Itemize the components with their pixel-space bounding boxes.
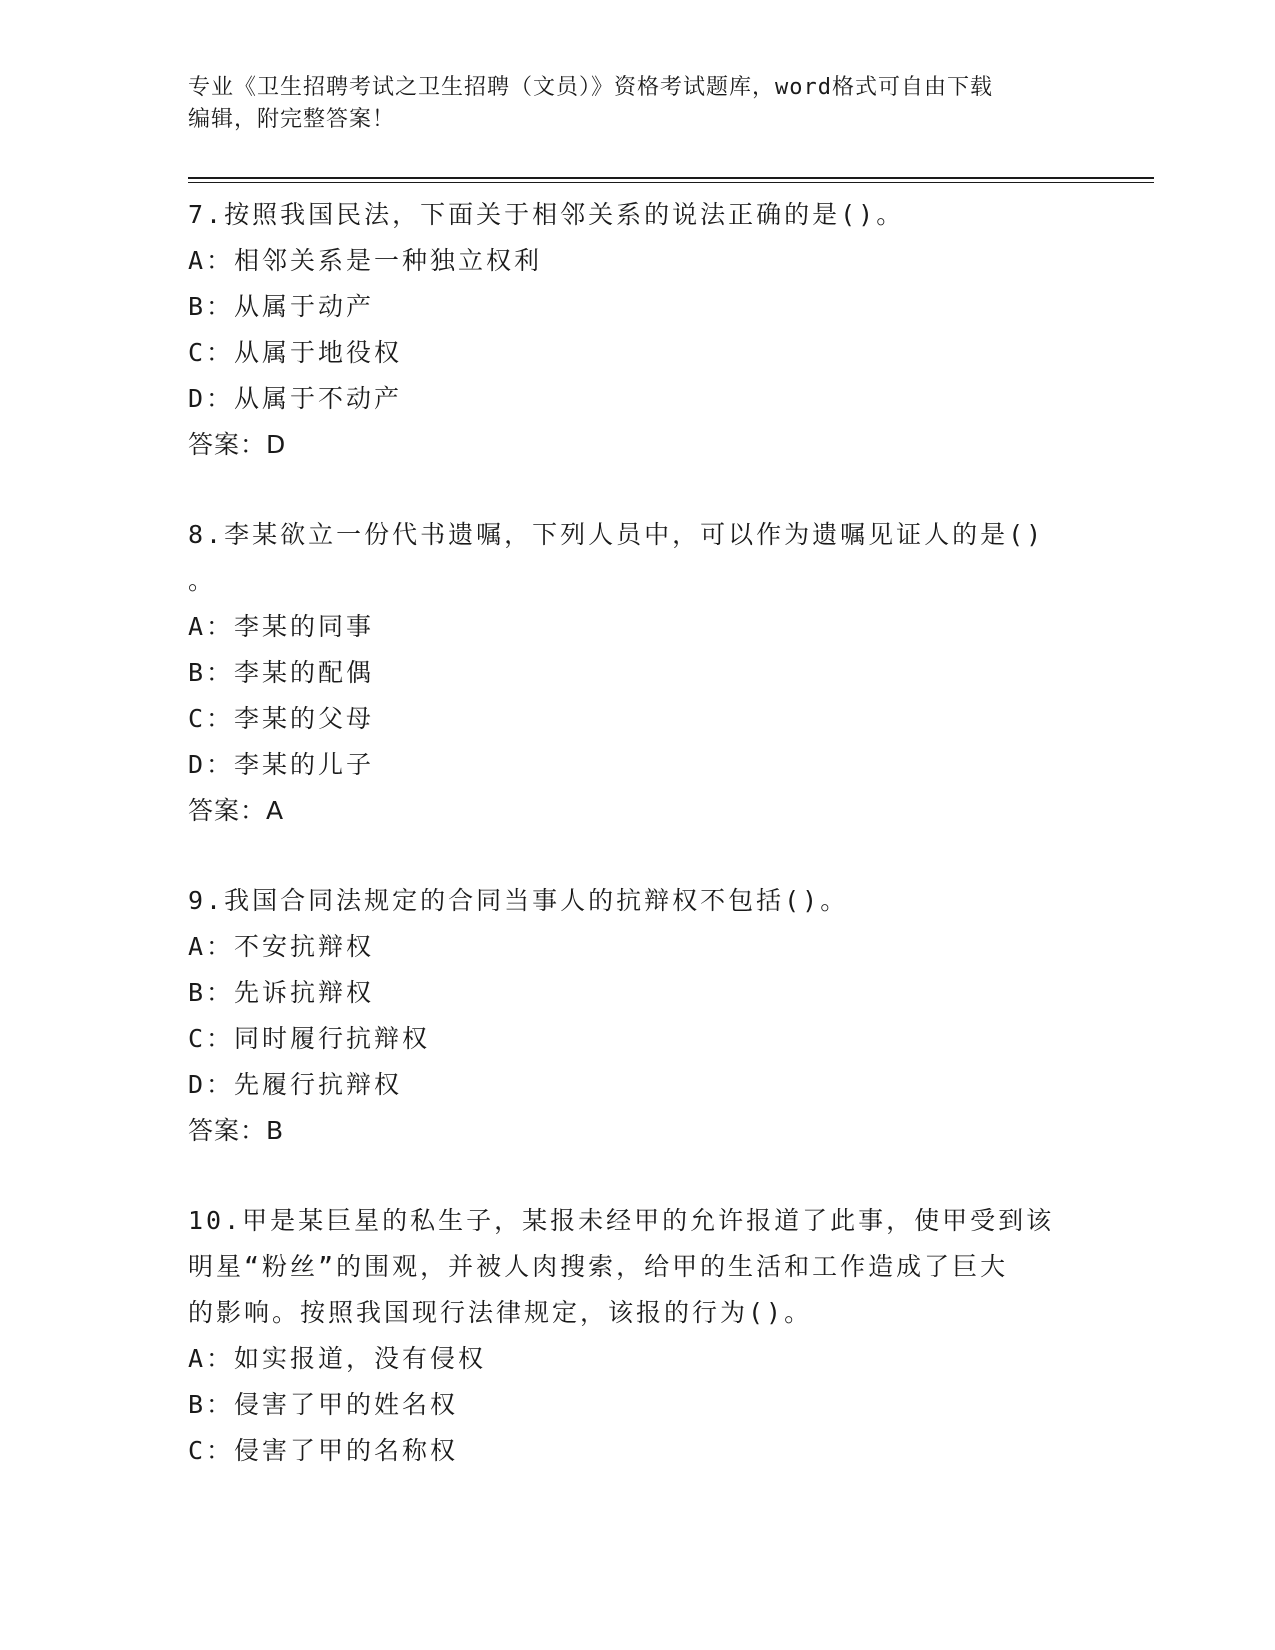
question-10 [188, 1198, 1088, 1474]
header-divider-thin [188, 182, 1154, 183]
document-header [188, 72, 1068, 136]
question-stem: 9.我国合同法规定的合同当事人的抗辩权不包括()。 [188, 886, 849, 915]
option-a: A：相邻关系是一种独立权利 [188, 246, 543, 275]
option-b: B：李某的配偶 [188, 658, 375, 687]
option-b: B：先诉抗辩权 [188, 978, 375, 1007]
option-c: C：同时履行抗辩权 [188, 1024, 431, 1053]
question-9 [188, 878, 1088, 1154]
question-8 [188, 512, 1088, 834]
option-a: A：不安抗辩权 [188, 932, 375, 961]
answer: 答案：B [188, 1116, 285, 1145]
question-stem-line-3: 的影响。按照我国现行法律规定，该报的行为()。 [188, 1298, 813, 1327]
header-line-2: 编辑，附完整答案！ [188, 107, 396, 132]
answer: 答案：A [188, 796, 285, 825]
option-d: D：李某的儿子 [188, 750, 375, 779]
question-stem: 7.按照我国民法，下面关于相邻关系的说法正确的是()。 [188, 200, 905, 229]
question-stem-continuation: 。 [188, 566, 217, 595]
option-c: C：侵害了甲的名称权 [188, 1436, 459, 1465]
option-d: D：从属于不动产 [188, 384, 403, 413]
answer: 答案：D [188, 430, 287, 459]
question-stem-line-2: 明星“粉丝”的围观，并被人肉搜索，给甲的生活和工作造成了巨大 [188, 1252, 1009, 1281]
option-b: B：从属于动产 [188, 292, 375, 321]
option-a: A：如实报道，没有侵权 [188, 1344, 487, 1373]
question-list [188, 192, 1088, 1518]
header-line-1: 专业《卫生招聘考试之卫生招聘（文员）》资格考试题库，word格式可自由下载 [188, 75, 993, 100]
question-7 [188, 192, 1088, 468]
question-stem: 8.李某欲立一份代书遗嘱，下列人员中，可以作为遗嘱见证人的是() [188, 520, 1045, 549]
option-c: C：李某的父母 [188, 704, 375, 733]
option-d: D：先履行抗辩权 [188, 1070, 403, 1099]
option-c: C：从属于地役权 [188, 338, 403, 367]
question-stem-line-1: 10.甲是某巨星的私生子，某报未经甲的允许报道了此事，使甲受到该 [188, 1206, 1055, 1235]
option-b: B：侵害了甲的姓名权 [188, 1390, 459, 1419]
option-a: A：李某的同事 [188, 612, 375, 641]
header-divider-thick [188, 177, 1154, 179]
